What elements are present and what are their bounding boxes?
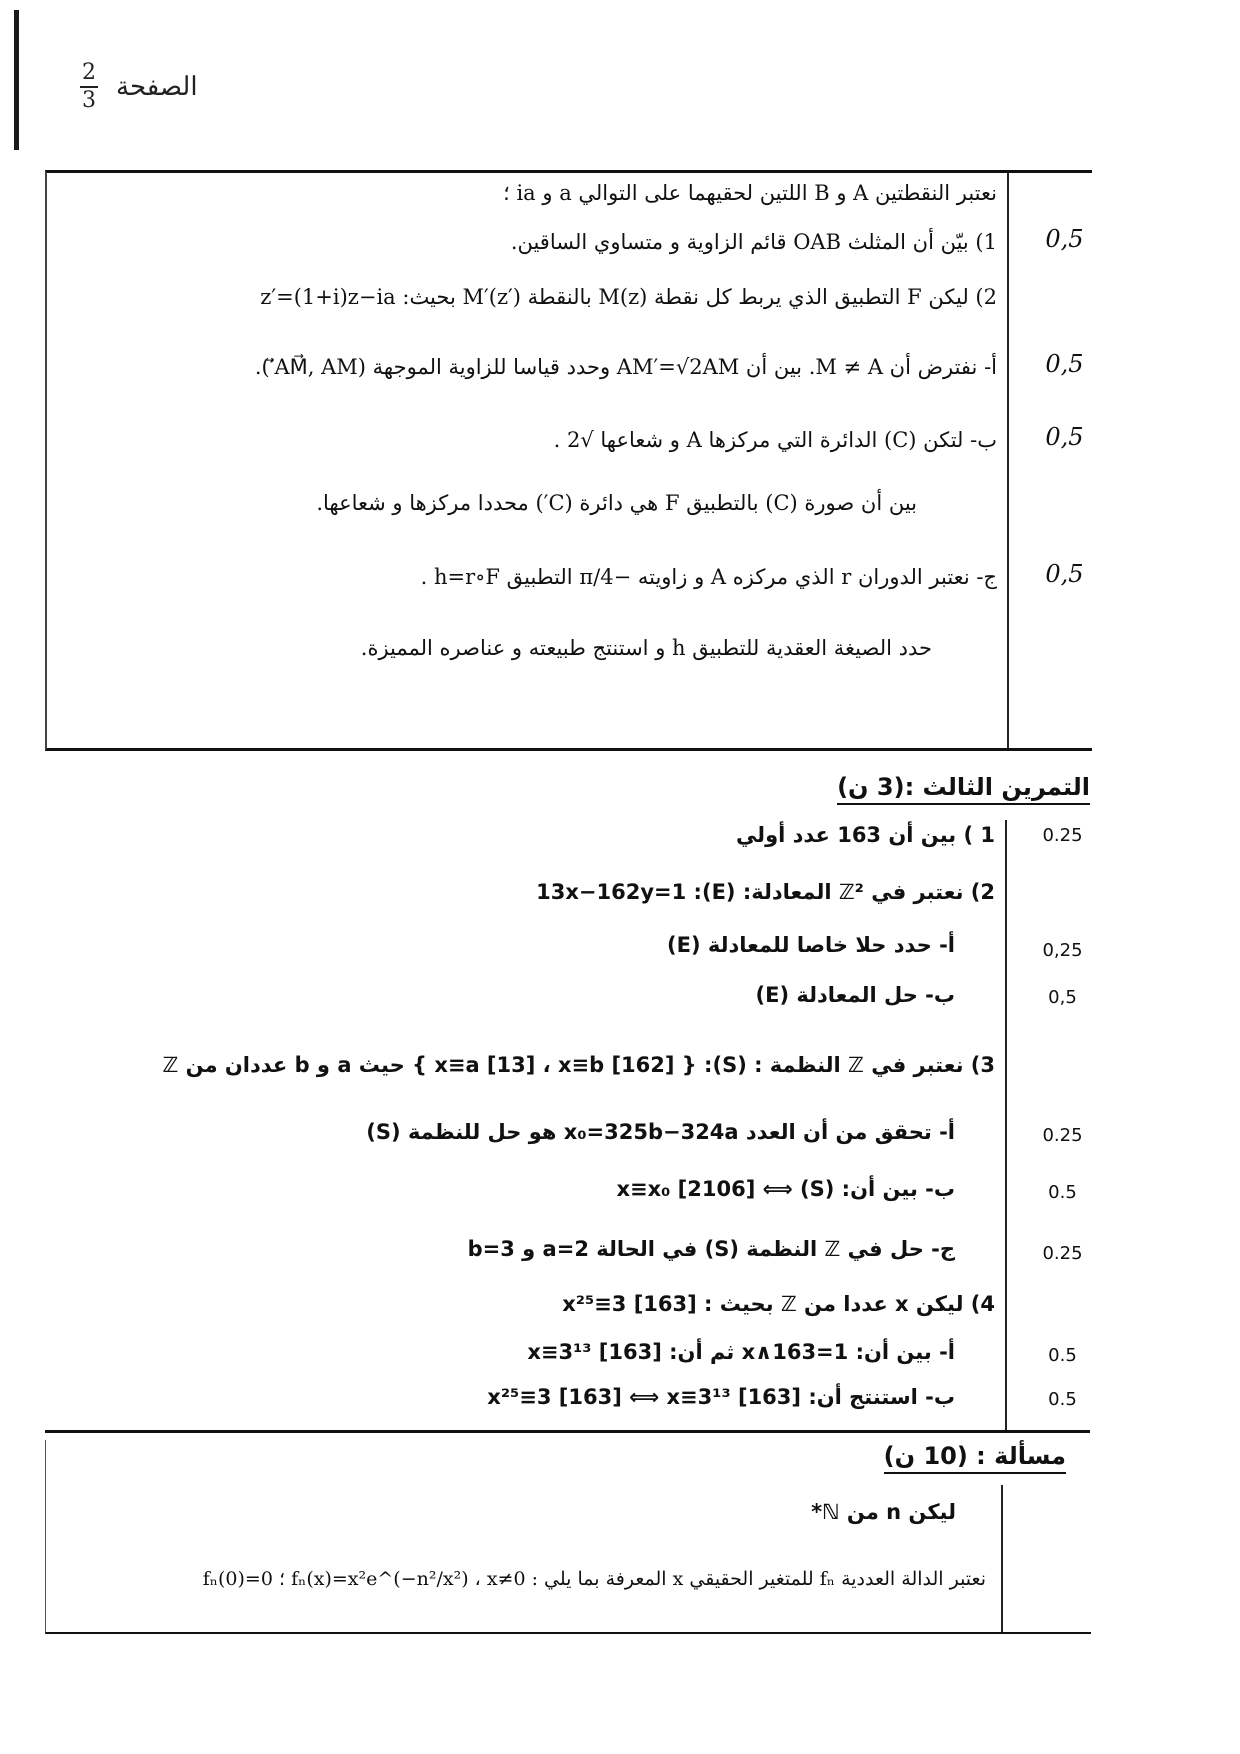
page-fraction bbox=[80, 62, 98, 112]
exercise-3-q3: 3) نعتبر في ℤ النظمة : (S): { x≡a [13] ، x≡b [162] } حيث a و b عددان من ℤ bbox=[162, 1053, 995, 1077]
exercise-2-block bbox=[45, 170, 1092, 751]
exercise-2-intro: نعتبر النقطتين A و B اللتين لحقيهما على التوالي a و ia ؛ bbox=[503, 181, 997, 205]
exercise-3-q2a-score: 0,25 bbox=[1042, 940, 1083, 961]
exercise-2-q2a: أ- نفترض أن M ≠ A. بين أن AM′=√2AM وحدد قياسا للزاوية الموجهة (AM⃗, AM′⃗). bbox=[254, 355, 997, 379]
exercise-3-q2a: أ- حدد حلا خاصا للمعادلة (E) bbox=[666, 933, 955, 957]
exercise-2-q2c-cont: حدد الصيغة العقدية للتطبيق h و استنتج طبيعته و عناصره المميزة. bbox=[360, 636, 932, 660]
exercise-3-q4a-score: 0.5 bbox=[1048, 1345, 1077, 1366]
exercise-3-q3a: أ- تحقق من أن العدد x₀=325b−324a هو حل للنظمة (S) bbox=[366, 1120, 955, 1144]
exercise-2-q2: 2) ليكن F التطبيق الذي يربط كل نقطة M(z) بالنقطة M′(z′) بحيث: z′=(1+i)z−ia bbox=[260, 285, 997, 309]
page-word: الصفحة bbox=[116, 72, 198, 102]
page-number bbox=[80, 62, 198, 112]
exercise-3-q4b: ب- استنتج أن: x²⁵≡3 [163] ⟺ x≡3¹³ [163] bbox=[487, 1385, 955, 1409]
exercise-3-q4b-score: 0.5 bbox=[1048, 1389, 1077, 1410]
problem-function-definition: نعتبر الدالة العددية fₙ للمتغير الحقيقي x المعرفة بما يلي : fₙ(x)=x²e^(−n²/x²) ، x≠0 ؛ fₙ(0)=0 bbox=[202, 1568, 986, 1590]
score-column-divider bbox=[1001, 1485, 1003, 1632]
exercise-3-q3a-score: 0.25 bbox=[1042, 1125, 1083, 1146]
exercise-3-q3c-score: 0.25 bbox=[1042, 1243, 1083, 1264]
scan-edge bbox=[14, 10, 19, 150]
exercise-3-q1-score: 0.25 bbox=[1042, 825, 1083, 846]
exercise-3-q4a: أ- بين أن: x∧163=1 ثم أن: x≡3¹³ [163] bbox=[527, 1340, 955, 1364]
score-column-divider bbox=[1007, 173, 1009, 748]
page-numerator: 2 bbox=[82, 60, 96, 85]
exercise-3-q2b-score: 0,5 bbox=[1048, 987, 1077, 1008]
exercise-2-q2c-score: 0,5 bbox=[1045, 560, 1084, 588]
exercise-3-title: التمرين الثالث :(3 ن) bbox=[837, 773, 1090, 805]
exercise-3-q3b: ب- بين أن: (S) ⟺ x≡x₀ [2106] bbox=[616, 1177, 955, 1201]
problem-title: مسألة : (10 ن) bbox=[884, 1442, 1066, 1474]
exercise-2-q2c: ج- نعتبر الدوران r الذي مركزه A و زاويته −π/4 التطبيق h=r∘F . bbox=[420, 565, 997, 589]
exercise-3-q4: 4) ليكن x عددا من ℤ بحيث : x²⁵≡3 [163] bbox=[562, 1292, 995, 1316]
exercise-2-q1-score: 0,5 bbox=[1045, 225, 1084, 253]
exercise-3-block bbox=[45, 765, 1090, 1433]
exercise-3-q2: 2) نعتبر في ℤ² المعادلة: (E): 13x−162y=1 bbox=[536, 880, 995, 904]
exercise-3-q2b: ب- حل المعادلة (E) bbox=[755, 983, 955, 1007]
exercise-3-q3b-score: 0.5 bbox=[1048, 1182, 1077, 1203]
page-denominator: 3 bbox=[82, 88, 96, 113]
exercise-2-q1: 1) بيّن أن المثلث OAB قائم الزاوية و متساوي الساقين. bbox=[510, 230, 997, 254]
exercise-2-q2b: ب- لتكن (C) الدائرة التي مركزها A و شعاعها √2 . bbox=[553, 428, 997, 452]
problem-intro: ليكن n من ℕ* bbox=[811, 1500, 956, 1524]
exercise-3-q3c: ج- حل في ℤ النظمة (S) في الحالة a=2 و b=3 bbox=[467, 1237, 955, 1261]
exercise-2-q2b-cont: بين أن صورة (C) بالتطبيق F هي دائرة (C′) محددا مركزها و شعاعها. bbox=[316, 491, 917, 515]
problem-block bbox=[45, 1440, 1091, 1634]
exercise-2-q2a-score: 0,5 bbox=[1045, 350, 1084, 378]
score-column-divider bbox=[1005, 820, 1007, 1430]
exercise-2-q2b-score: 0,5 bbox=[1045, 423, 1084, 451]
exercise-3-q1: 1 ) بين أن 163 عدد أولي bbox=[735, 823, 995, 847]
